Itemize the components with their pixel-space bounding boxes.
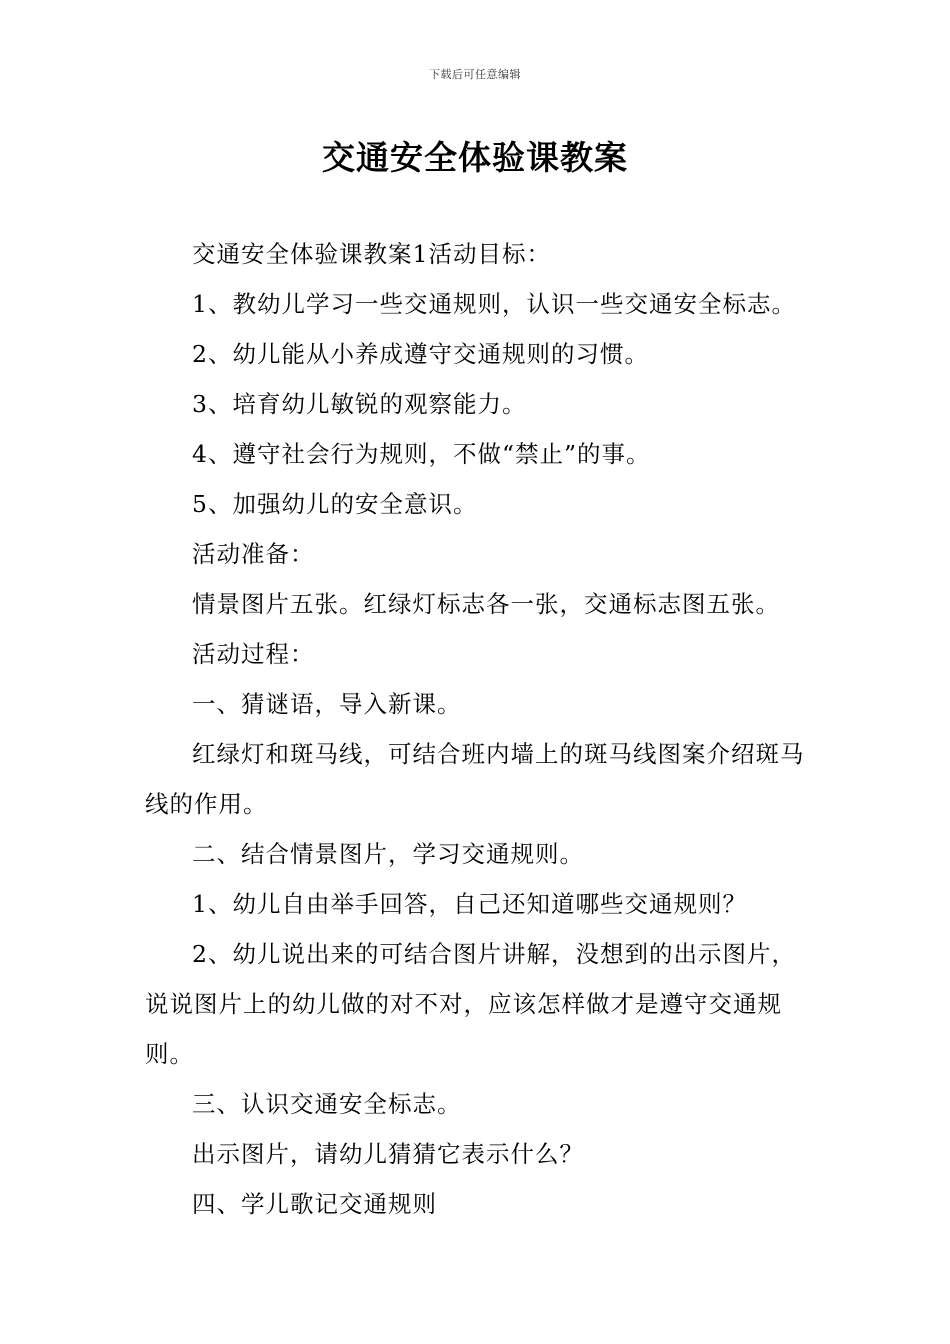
document-title: 交通安全体验课教案 [322,138,628,177]
paragraph: 四、学儿歌记交通规则 [192,1190,437,1218]
paragraph: 1、教幼儿学习一些交通规则，认识一些交通安全标志。 [192,290,796,318]
paragraph: 交通安全体验课教案1活动目标： [192,240,551,268]
paragraph: 2、幼儿说出来的可结合图片讲解，没想到的出示图片，说说图片上的幼儿做的对不对，应该怎样做才是遵守交通规则。 [145,940,796,1068]
paragraph: 情景图片五张。红绿灯标志各一张，交通标志图五张。 [192,590,780,618]
paragraph: 活动准备： [192,540,315,568]
paragraph: 红绿灯和斑马线，可结合班内墙上的斑马线图案介绍斑马线的作用。 [145,740,805,818]
paragraph: 3、培育幼儿敏锐的观察能力。 [192,390,527,418]
paragraph: 活动过程： [192,640,315,668]
paragraph: 出示图片，请幼儿猜猜它表示什么？ [192,1140,584,1168]
paragraph: 1、幼儿自由举手回答，自己还知道哪些交通规则？ [192,890,747,918]
paragraph: 三、认识交通安全标志。 [192,1090,462,1118]
header-note: 下载后可任意编辑 [429,68,521,81]
paragraph: 4、遵守社会行为规则，不做“禁止”的事。 [192,440,651,468]
document-body [145,229,815,1229]
paragraph: 一、猜谜语，导入新课。 [192,690,462,718]
paragraph: 二、结合情景图片，学习交通规则。 [192,840,584,868]
paragraph: 5、加强幼儿的安全意识。 [192,490,478,518]
paragraph: 2、幼儿能从小养成遵守交通规则的习惯。 [192,340,649,368]
